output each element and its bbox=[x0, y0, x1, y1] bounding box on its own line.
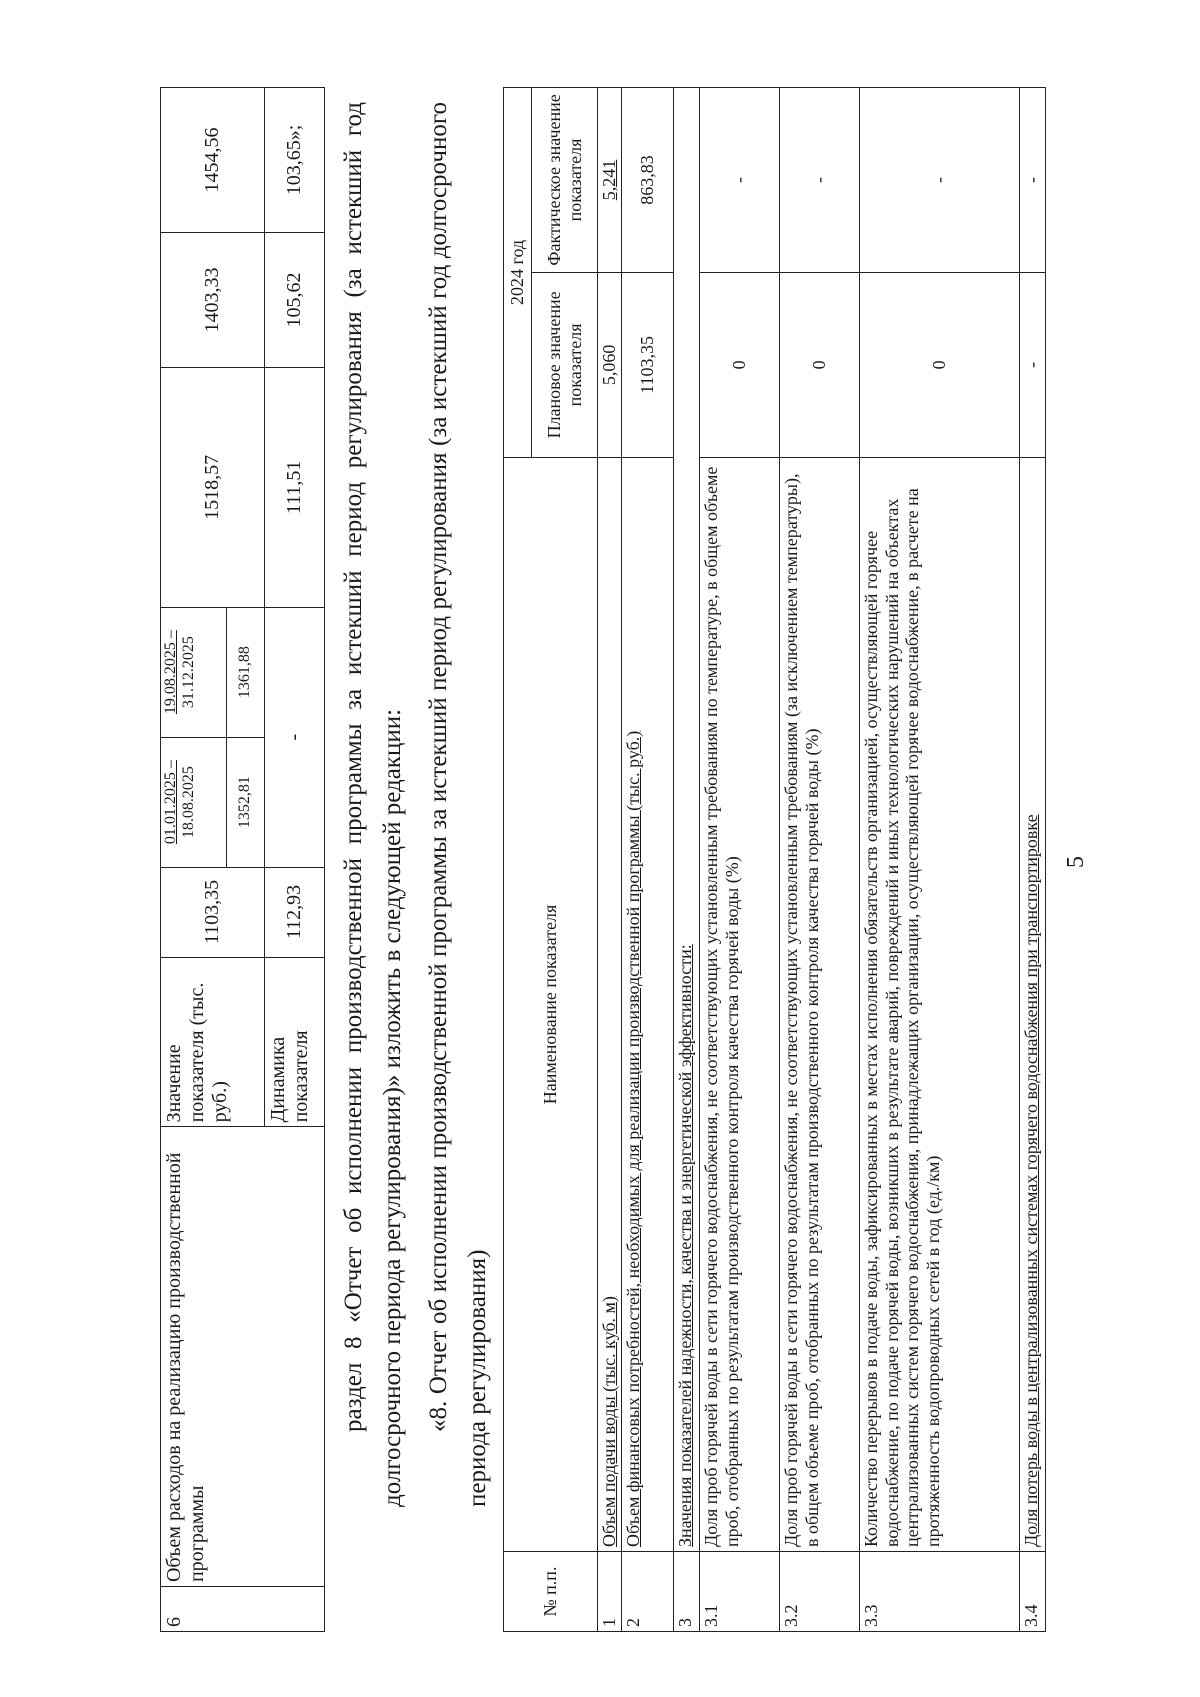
row-name: Значения показателей надежности, качества и энергетической эффективности: bbox=[674, 88, 700, 1552]
period-1-value: 1352,81 bbox=[227, 737, 265, 867]
row-plan: 1103,35 bbox=[622, 272, 674, 457]
header-plan: Плановое значение показателя bbox=[532, 272, 598, 457]
page-number: 5 bbox=[1063, 856, 1089, 868]
row-fact: - bbox=[780, 88, 860, 273]
dynamics-base: 112,93 bbox=[265, 867, 325, 957]
period-1: 01.01.2025 – 18.08.2025 bbox=[161, 737, 227, 867]
row-num: 3 bbox=[674, 1552, 700, 1632]
row-label: Объем расходов на реализацию производственной программы bbox=[161, 1127, 325, 1587]
row-name: Доля потерь воды в централизованных системах горячего водоснабжения при транспортировке bbox=[1020, 457, 1046, 1551]
row-plan: - bbox=[1020, 272, 1046, 457]
value-y2026: 1518,57 bbox=[161, 367, 265, 607]
row-num: 3.4 bbox=[1020, 1552, 1046, 1632]
dynamics-y2027: 105,62 bbox=[265, 233, 325, 368]
row-fact: 5,241 bbox=[598, 88, 622, 273]
row-fact: - bbox=[1020, 88, 1046, 273]
indicators-table bbox=[503, 87, 1046, 1632]
period-2-value: 1361,88 bbox=[227, 607, 265, 737]
row-name: Объем финансовых потребностей, необходимых для реализации производственной программы (тыс. руб.) bbox=[622, 457, 674, 1551]
row-num: 6 bbox=[161, 1587, 325, 1632]
row-name: Объем подачи воды (тыс. куб. м) bbox=[598, 457, 622, 1551]
row-plan: 0 bbox=[700, 272, 780, 457]
header-year: 2024 год bbox=[504, 88, 532, 458]
paragraph-section-8-quote: «8. Отчет об исполнении производственной программы за истекший период регулирования (за истекший год долгосрочного периода регулирования) bbox=[425, 102, 491, 1507]
row-num: 3.1 bbox=[700, 1552, 780, 1632]
row-fact: 863,83 bbox=[622, 88, 674, 273]
header-fact: Фактическое значение показателя bbox=[532, 88, 598, 273]
row-plan: 5,060 bbox=[598, 272, 622, 457]
period-2: 19.08.2025 – 31.12.2025 bbox=[161, 607, 227, 737]
row-name: Доля проб горячей воды в сети горячего водоснабжения, не соответствующих установленным требованиям (за исключением температуры), в общем объеме проб, отобранных по результатам производственного контроля качества горячей воды (%) bbox=[780, 457, 860, 1551]
row-plan: 0 bbox=[860, 272, 1020, 457]
expenses-table bbox=[160, 87, 325, 1632]
value-y2028: 1454,56 bbox=[161, 88, 265, 233]
paragraph-section-8: раздел 8 «Отчет об исполнении производственной программы за истекший период регулирования (за истекший год долгосрочного периода регулирования)» изложить в следующей редакции: bbox=[340, 102, 406, 1507]
dynamics-y2026: 111,51 bbox=[265, 367, 325, 607]
value-y2027: 1403,33 bbox=[161, 233, 265, 368]
header-name: Наименование показателя bbox=[504, 457, 598, 1551]
row-num: 3.3 bbox=[860, 1552, 1020, 1632]
dynamics-2025: - bbox=[265, 607, 325, 867]
dynamics-y2028: 103,65»; bbox=[265, 88, 325, 233]
row-num: 2 bbox=[622, 1552, 674, 1632]
header-num: № п.п. bbox=[504, 1552, 598, 1632]
row-num: 3.2 bbox=[780, 1552, 860, 1632]
row-plan: 0 bbox=[780, 272, 860, 457]
row-name: Количество перерывов в подаче воды, зафиксированных в местах исполнения обязательств организацией, осуществляющей горячее водоснабжение, по подаче горячей воды, возникших в результате аварий, повреждений и иных технологических нарушений на объектах централизованных систем горячего водоснабжения, принадлежащих организации, осуществляющей горячее водоснабжение, в расчете на протяженность водопроводных сетей в год (ед./км) bbox=[860, 457, 1020, 1551]
row-name: Доля проб горячей воды в сети горячего водоснабжения, не соответствующих установленным требованиям по температуре, в общем объеме проб, отобранных по результатам производственного контроля качества горячей воды (%) bbox=[700, 457, 780, 1551]
value-label: Значение показателя (тыс. руб.) bbox=[161, 957, 265, 1127]
row-num: 1 bbox=[598, 1552, 622, 1632]
row-fact: - bbox=[700, 88, 780, 273]
value-base: 1103,35 bbox=[161, 867, 265, 957]
dynamics-label: Динамика показателя bbox=[265, 957, 325, 1127]
row-fact: - bbox=[860, 88, 1020, 273]
